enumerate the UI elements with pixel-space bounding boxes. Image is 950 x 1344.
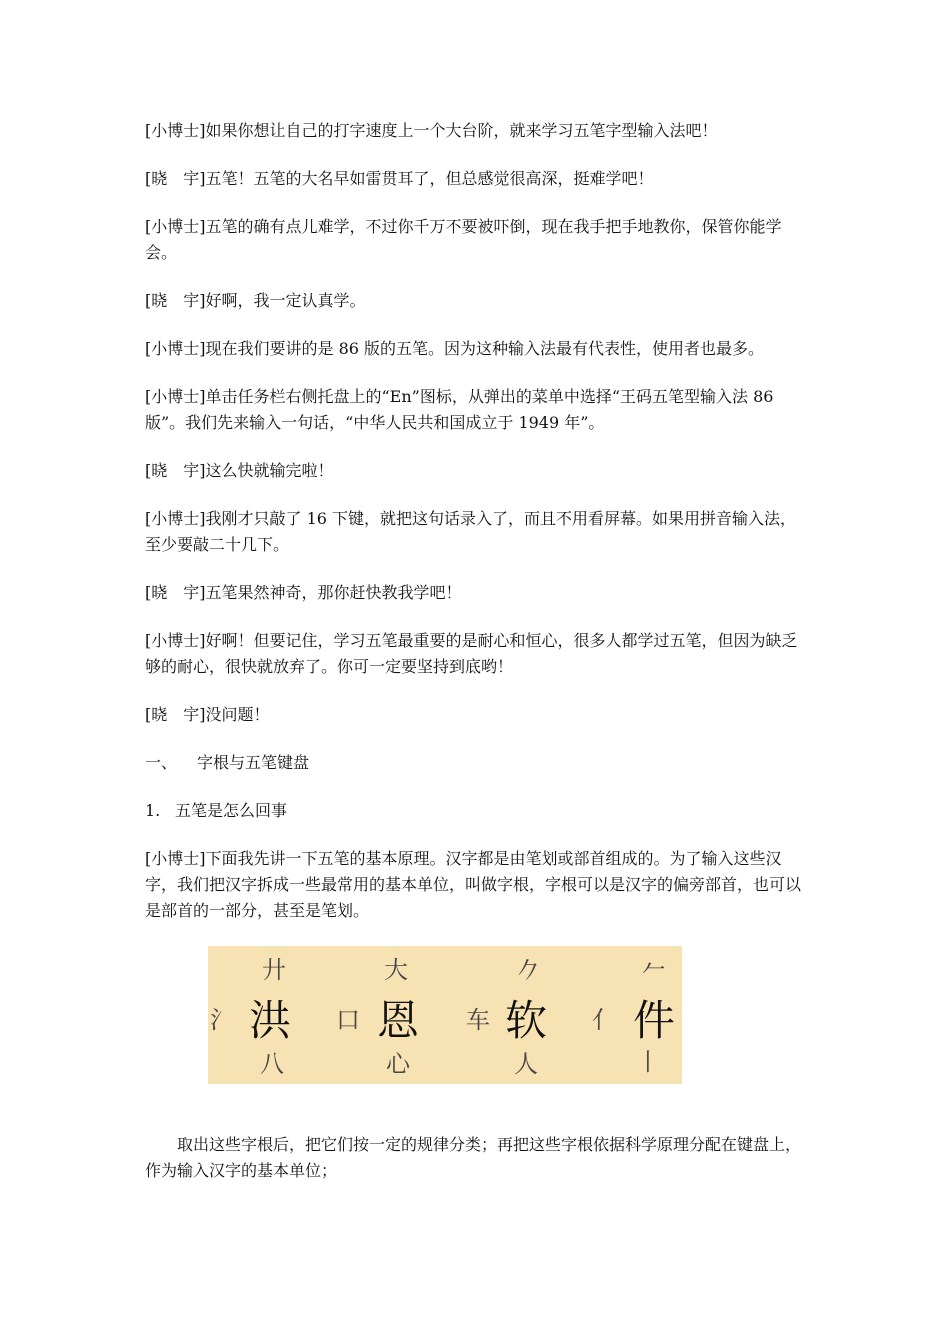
dialogue-line	[145, 214, 810, 266]
dialogue-line	[145, 458, 810, 484]
closing-paragraph: 取出这些字根后，把它们按一定的规律分类；再把这些字根依据科学原理分配在键盘上，作为输入汉字的基本单位；	[145, 1135, 802, 1180]
speaker: [晓 宇]	[145, 461, 206, 480]
dialogue-line	[145, 702, 810, 728]
line-text: 现在我们要讲的是 86 版的五笔。因为这种输入法最有代表性，使用者也最多。	[205, 339, 765, 358]
subsection-number: 1.	[145, 801, 161, 820]
line-text: 五笔的确有点儿难学，不过你千万不要被吓倒，现在我手把手地教你，保管你能学会。	[145, 217, 782, 262]
intro-paragraph	[145, 846, 810, 924]
document-body	[145, 118, 810, 1206]
section-heading	[145, 750, 810, 776]
speaker: [晓 宇]	[145, 169, 206, 188]
radical-left: 氵	[210, 1006, 234, 1034]
radical-decomposition-figure	[208, 946, 682, 1084]
line-text: 下面我先讲一下五笔的基本原理。汉字都是由笔划或部首组成的。为了输入这些汉字，我们把汉字拆成一些最常用的基本单位，叫做字根，字根可以是汉字的偏旁部首，也可以是部首的一部分，甚至是笔划。	[145, 849, 802, 920]
radical-left: 亻	[592, 1006, 616, 1034]
example-character: 件	[632, 996, 676, 1045]
speaker: [小博士]	[145, 387, 206, 406]
line-text: 好啊！但要记住，学习五笔最重要的是耐心和恒心，很多人都学过五笔，但因为缺乏够的耐心，很快就放弃了。你可一定要坚持到底哟！	[145, 631, 798, 676]
dialogue-line	[145, 384, 810, 436]
speaker: [小博士]	[145, 849, 206, 868]
example-character: 软	[504, 996, 548, 1045]
dialogue-line	[145, 580, 810, 606]
radical-top: 大	[384, 956, 408, 984]
radical-top: 廾	[262, 956, 286, 984]
subsection-heading	[145, 798, 810, 824]
line-text: 这么快就输完啦！	[205, 461, 334, 480]
example-character: 恩	[376, 996, 420, 1045]
dialogue-line	[145, 166, 810, 192]
speaker: [小博士]	[145, 631, 206, 650]
subsection-title: 五笔是怎么回事	[175, 801, 288, 820]
speaker: [小博士]	[145, 509, 206, 528]
speaker: [小博士]	[145, 339, 206, 358]
dialogue-line	[145, 118, 810, 144]
radical-left: 车	[466, 1006, 490, 1034]
radical-bottom: 人	[514, 1050, 538, 1078]
radical-top: 𠂊	[516, 956, 540, 984]
speaker: [晓 宇]	[145, 583, 206, 602]
radical-bottom: 心	[386, 1050, 410, 1078]
dialogue-line	[145, 628, 810, 680]
line-text: 五笔！五笔的大名早如雷贯耳了，但总感觉很高深，挺难学吧！	[205, 169, 654, 188]
speaker: [小博士]	[145, 121, 206, 140]
radical-bottom: 丨	[636, 1048, 660, 1076]
line-text: 如果你想让自己的打字速度上一个大台阶，就来学习五笔字型输入法吧！	[205, 121, 718, 140]
radical-left: 口	[336, 1006, 360, 1034]
section-title: 字根与五笔键盘	[197, 753, 310, 772]
line-text: 没问题！	[205, 705, 270, 724]
example-character: 洪	[248, 996, 292, 1045]
speaker: [小博士]	[145, 217, 206, 236]
line-text: 单击任务栏右侧托盘上的“En”图标，从弹出的菜单中选择“王码五笔型输入法 86 版”。我们先来输入一句话，“中华人民共和国成立于 1949 年”。	[145, 387, 774, 432]
speaker: [晓 宇]	[145, 705, 206, 724]
line-text: 五笔果然神奇，那你赶快教我学吧！	[205, 583, 462, 602]
radical-top: 𠂉	[642, 956, 666, 984]
radical-bottom: 八	[260, 1050, 284, 1078]
line-text: 好啊，我一定认真学。	[205, 291, 366, 310]
speaker: [晓 宇]	[145, 291, 206, 310]
section-number: 一、	[145, 753, 178, 772]
dialogue-line	[145, 336, 810, 362]
line-text: 我刚才只敲了 16 下键，就把这句话录入了，而且不用看屏幕。如果用拼音输入法，至少要敲二十几下。	[145, 509, 797, 554]
dialogue-line	[145, 506, 810, 558]
dialogue-line	[145, 288, 810, 314]
